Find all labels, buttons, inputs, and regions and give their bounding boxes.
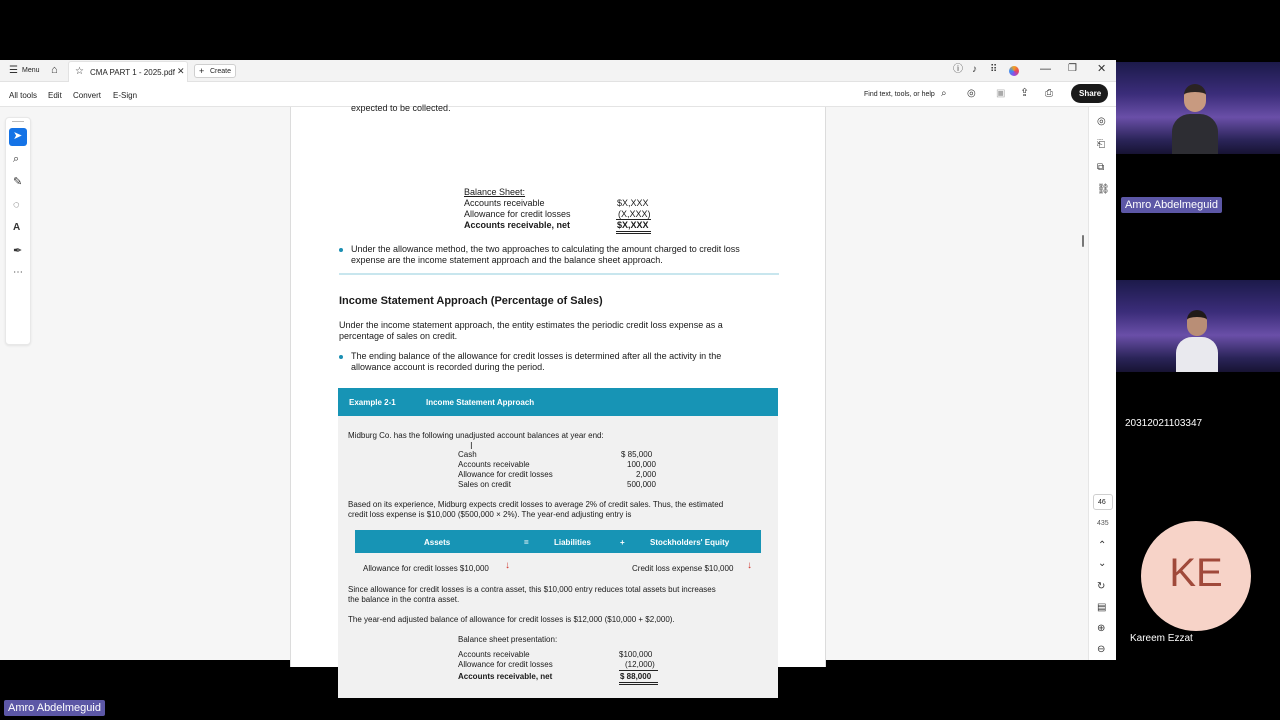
edit-button[interactable]: Edit	[48, 91, 62, 100]
para3-line2: the balance in the contra asset.	[348, 595, 460, 604]
section-heading: Income Statement Approach (Percentage of Sales)	[339, 295, 603, 307]
tools-panel-grip	[12, 121, 24, 122]
home-icon[interactable]: ⌂	[51, 64, 58, 76]
link-panel-icon[interactable]: ⛓	[1097, 184, 1110, 195]
bs1-title: Balance Sheet:	[464, 187, 526, 197]
bs1-row-value: $X,XXX	[617, 220, 649, 230]
down-arrow-icon: ↓	[505, 560, 510, 571]
balance-label: Accounts receivable	[458, 460, 530, 469]
balance-value: 2,000	[636, 470, 657, 479]
equation-bar	[355, 530, 761, 553]
refresh-icon[interactable]: ↻	[1097, 581, 1106, 592]
minimize-icon[interactable]: —	[1040, 63, 1051, 75]
balance-label: Cash	[458, 450, 477, 459]
down-arrow-icon: ↓	[747, 560, 752, 571]
all-tools-button[interactable]: All tools	[9, 91, 38, 100]
participant-name-label: Kareem Ezzat	[1130, 633, 1193, 644]
bs1-row-value: $X,XXX	[617, 198, 649, 208]
left-tools-panel	[5, 117, 31, 345]
page-settings-icon[interactable]: ▤	[1097, 602, 1107, 613]
command-toolbar	[0, 82, 1116, 107]
close-window-icon[interactable]: ✕	[1097, 63, 1107, 75]
cursor-arrow-icon: ➤	[13, 130, 23, 142]
example-header	[338, 388, 778, 416]
avatar-initials: KE	[1169, 551, 1223, 595]
comment-panel-icon[interactable]: ◎	[1097, 116, 1106, 127]
vertical-scrollbar[interactable]	[1078, 107, 1088, 660]
bullet-dot	[339, 355, 343, 359]
avatar	[1141, 521, 1251, 631]
bs2-row-label: Accounts receivable	[458, 650, 530, 659]
cloud-upload-icon[interactable]: ⇪	[1020, 87, 1030, 99]
bullet2-line1: The ending balance of the allowance for credit losses is determined after all the activity in the	[351, 351, 722, 361]
cut-off-text: expected to be collected.	[351, 103, 451, 113]
example-intro: Midburg Co. has the following unadjusted account balances at year end:	[348, 431, 604, 440]
zoom-out-icon[interactable]: ⊖	[1097, 644, 1106, 655]
bullet-dot	[339, 248, 343, 252]
read-aloud-icon[interactable]: ◎	[967, 88, 976, 99]
share-button[interactable]	[1071, 84, 1108, 103]
previous-page-icon[interactable]: ⌃	[1098, 540, 1107, 551]
balance-value: $ 85,000	[621, 450, 653, 459]
participant-silhouette	[1172, 84, 1218, 154]
participant-silhouette	[1176, 310, 1218, 372]
bs2-row-label: Accounts receivable, net	[458, 672, 553, 681]
bs2-row-value: $ 88,000	[620, 672, 652, 681]
participant-body	[1172, 114, 1218, 154]
para2-line1: Based on its experience, Midburg expects credit losses to average 2% of credit sales. Thus, the estimated	[348, 500, 724, 509]
balance-value: 100,000	[627, 460, 656, 469]
example-number: Example 2-1	[349, 398, 396, 407]
text-select-tool-icon[interactable]: A	[13, 222, 21, 233]
participant-head	[1184, 84, 1206, 112]
document-tab[interactable]	[68, 61, 188, 82]
apps-grid-icon[interactable]: ⠿	[990, 64, 998, 75]
participant-body	[1176, 337, 1218, 372]
eq-left-entry: Allowance for credit losses $10,000	[363, 564, 489, 573]
pen-tool-icon[interactable]: ✎	[13, 176, 23, 188]
lasso-tool-icon[interactable]: ◌	[13, 199, 20, 211]
bs1-row-label: Accounts receivable, net	[464, 220, 571, 230]
video-tile-participant	[1116, 280, 1280, 372]
bs2-subtotal-rule	[619, 670, 658, 671]
title-bar	[0, 60, 1116, 82]
bs2-row-value: (12,000)	[625, 660, 655, 669]
share-label: Share	[1079, 89, 1102, 98]
acrobat-ai-icon[interactable]	[1009, 66, 1019, 76]
bookmark-panel-icon[interactable]: ⎗	[1097, 139, 1105, 150]
scrollbar-thumb[interactable]	[1082, 235, 1084, 247]
create-button[interactable]	[194, 64, 236, 78]
para4: The year-end adjusted balance of allowance for credit losses is $12,000 ($10,000 + $2,000).	[348, 615, 675, 624]
print-icon[interactable]: ⎙	[1045, 88, 1053, 99]
para1-line1: Under the income statement approach, the entity estimates the periodic credit loss expense as a	[339, 320, 723, 330]
total-pages: 435	[1097, 520, 1109, 527]
bs2-row-label: Allowance for credit losses	[458, 660, 553, 669]
eq-equals: =	[524, 538, 529, 547]
bullet1-line2: expense are the income statement approach and the balance sheet approach.	[351, 255, 663, 265]
bs1-row-label: Allowance for credit losses	[464, 209, 571, 219]
convert-button[interactable]: Convert	[73, 91, 102, 100]
close-tab-icon[interactable]: ✕	[177, 66, 185, 76]
bs2-double-rule	[619, 682, 658, 685]
para2-line2: credit loss expense is $10,000 ($500,000 × 2%). The year-end adjusting entry is	[348, 510, 632, 519]
balance-label: Allowance for credit losses	[458, 470, 553, 479]
current-page: 46	[1098, 499, 1106, 506]
example-title: Income Statement Approach	[426, 398, 535, 407]
bullet2-line2: allowance account is recorded during the period.	[351, 362, 545, 372]
create-label: Create	[210, 68, 232, 75]
participant-name-badge: Amro Abdelmeguid	[1121, 197, 1222, 213]
search-icon[interactable]: ⌕	[941, 88, 947, 99]
balance-label: Sales on credit	[458, 480, 511, 489]
esign-button[interactable]: E-Sign	[113, 91, 138, 100]
select-tool-button[interactable]	[9, 128, 27, 146]
hamburger-icon[interactable]: ☰	[9, 65, 18, 76]
eq-assets: Assets	[424, 538, 451, 547]
eq-right-entry: Credit loss expense $10,000	[632, 564, 734, 573]
tab-title: CMA PART 1 - 2025.pdf	[90, 68, 175, 77]
pages-panel-icon[interactable]: ⧉	[1097, 162, 1105, 173]
para3-line1: Since allowance for credit losses is a contra asset, this $10,000 entry reduces total assets but increases	[348, 585, 716, 594]
bs2-title: Balance sheet presentation:	[458, 635, 558, 644]
video-tile-host	[1116, 62, 1280, 154]
eq-liabilities: Liabilities	[554, 538, 591, 547]
section-divider	[339, 273, 779, 275]
document-canvas[interactable]	[0, 103, 1088, 681]
next-page-icon[interactable]: ⌄	[1098, 558, 1107, 569]
pdf-page	[290, 103, 826, 681]
plus-icon: +	[199, 66, 205, 76]
sign-tool-icon[interactable]: ✒	[13, 245, 23, 257]
bs1-double-rule	[616, 231, 651, 234]
bs1-row-value: (X,XXX)	[618, 209, 651, 219]
presenter-name-badge: Amro Abdelmeguid	[4, 700, 105, 716]
zoom-tool-icon[interactable]: ⌕	[13, 153, 20, 165]
para1-line2: percentage of sales on credit.	[339, 331, 458, 341]
find-tools-search[interactable]: Find text, tools, or help	[864, 91, 935, 98]
zoom-in-icon[interactable]: ⊕	[1097, 623, 1106, 634]
participant-id-label: 20312021103347	[1125, 418, 1203, 429]
bell-icon[interactable]: ♪	[972, 64, 977, 75]
menu-button[interactable]: Menu	[22, 67, 40, 74]
participant-head	[1187, 310, 1207, 336]
right-rail	[1088, 107, 1116, 660]
help-icon[interactable]: ⓘ	[953, 64, 963, 75]
restore-icon[interactable]: ❐	[1068, 63, 1077, 74]
save-icon[interactable]: ▣	[996, 88, 1006, 99]
bs2-row-value: $100,000	[619, 650, 653, 659]
bullet1-line1: Under the allowance method, the two approaches to calculating the amount charged to credit loss	[351, 244, 740, 254]
text-cursor-icon: I	[470, 441, 473, 452]
pdf-app-window	[0, 60, 1116, 681]
eq-plus: +	[620, 538, 625, 547]
bs1-row-label: Accounts receivable	[464, 198, 545, 208]
balance-value: 500,000	[627, 480, 656, 489]
example-box	[338, 388, 778, 698]
more-tools-icon[interactable]: ⋯	[13, 267, 23, 278]
star-icon[interactable]: ☆	[75, 66, 84, 77]
eq-equity: Stockholders' Equity	[650, 538, 730, 547]
page-number-field[interactable]	[1093, 494, 1113, 510]
